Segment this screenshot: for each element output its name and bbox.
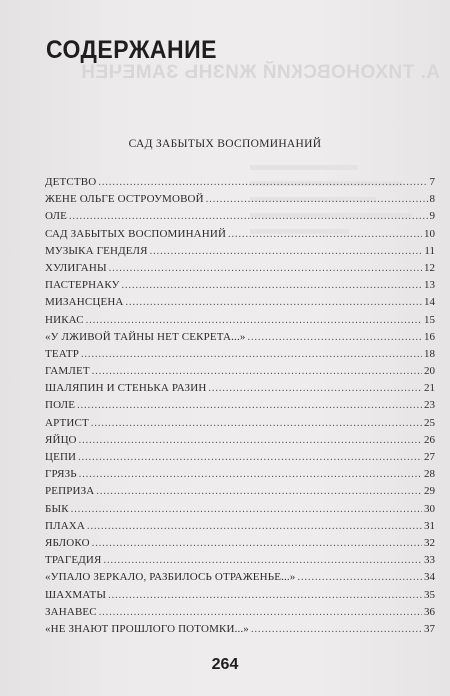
toc-entry: [45, 260, 435, 277]
toc-entry-title: «УПАЛО ЗЕРКАЛО, РАЗБИЛОСЬ ОТРАЖЕНЬЕ...»: [45, 571, 296, 584]
toc-entry-title: ЯЙЦО: [45, 433, 77, 446]
toc-entry: [45, 449, 435, 466]
toc-entry: [45, 483, 435, 500]
toc-entry: [45, 277, 435, 294]
toc-entry: [45, 587, 435, 604]
toc-entry-page: 12: [424, 261, 435, 274]
toc-entry-title: АРТИСТ: [45, 416, 89, 429]
toc-entry-title: РЕПРИЗА: [45, 485, 95, 498]
toc-entry-page: 21: [424, 382, 435, 395]
toc-entry-title: ЗАНАВЕС: [45, 605, 97, 618]
toc-entry: [45, 346, 435, 363]
toc-entry: [45, 243, 435, 260]
toc-leader-dots: [228, 226, 422, 243]
toc-entry-title: ХУЛИГАНЫ: [45, 261, 107, 274]
page-heading: СОДЕРЖАНИЕ: [46, 36, 217, 64]
toc-leader-dots: [87, 518, 422, 535]
toc-leader-dots: [109, 260, 422, 277]
toc-entry-page: 27: [424, 451, 435, 463]
toc-leader-dots: [92, 535, 422, 552]
toc-entry-page: 18: [424, 347, 435, 360]
toc-entry-page: 25: [424, 416, 435, 429]
toc-entry: [45, 226, 435, 243]
toc-entry: [45, 397, 435, 414]
toc-leader-dots: [150, 243, 423, 260]
toc-entry-page: 30: [424, 502, 435, 515]
toc-entry-title: «НЕ ЗНАЮТ ПРОШЛОГО ПОТОМКИ...»: [45, 622, 249, 635]
toc-entry: [45, 191, 435, 208]
toc-entry-page: 35: [424, 588, 435, 601]
toc-entry: [45, 208, 435, 225]
toc-entry-title: ШАХМАТЫ: [45, 588, 107, 601]
toc-entry: [45, 569, 435, 586]
toc-entry: [45, 535, 435, 552]
toc-entry-page: 32: [424, 536, 435, 549]
toc-entry-title: ДЕТСТВО: [45, 176, 97, 188]
toc-entry: [45, 432, 435, 449]
toc-leader-dots: [92, 363, 422, 380]
toc-entry-page: 15: [424, 313, 435, 326]
toc-leader-dots: [297, 569, 422, 586]
toc-leader-dots: [108, 587, 422, 604]
toc-entry-page: 20: [424, 365, 435, 378]
toc-entry-title: ТЕАТР: [45, 347, 80, 360]
toc-entry-page: 37: [424, 622, 435, 635]
toc-entry-title: ОЛЕ: [45, 210, 68, 223]
page-number: 264: [211, 656, 239, 673]
toc-entry-page: 8: [429, 193, 435, 206]
toc-entry-page: 14: [424, 296, 435, 309]
toc-leader-dots: [79, 466, 422, 483]
toc-entry: [45, 174, 435, 191]
toc-entry: [45, 552, 435, 569]
toc-leader-dots: [208, 380, 422, 397]
toc-entry: [45, 501, 435, 518]
toc-leader-dots: [81, 346, 422, 363]
toc-leader-dots: [206, 191, 428, 208]
toc-leader-dots: [103, 552, 422, 569]
toc-entry-title: ПОЛЕ: [45, 399, 76, 412]
toc-entry: [45, 294, 435, 311]
toc-entry-title: САД ЗАБЫТЫХ ВОСПОМИНАНИЙ: [45, 227, 227, 240]
toc-entry-title: ПЛАХА: [45, 519, 85, 532]
section-title: САД ЗАБЫТЫХ ВОСПОМИНАНИЙ: [128, 138, 322, 150]
toc-entry-title: НИКАС: [45, 313, 84, 326]
toc-leader-dots: [122, 277, 422, 294]
toc-entry-page: 28: [424, 468, 435, 481]
toc-entry-title: БЫК: [45, 502, 69, 515]
toc-entry: [45, 621, 435, 638]
toc-entry-title: «У ЛЖИВОЙ ТАЙНЫ НЕТ СЕКРЕТА...»: [45, 330, 246, 343]
toc-leader-dots: [98, 174, 427, 191]
toc-entry: [45, 518, 435, 535]
toc-leader-dots: [79, 432, 422, 449]
toc-entry-title: ЯБЛОКО: [45, 536, 90, 549]
toc-entry-page: 36: [424, 605, 435, 618]
toc-entry-page: 11: [424, 244, 435, 257]
toc-entry-page: 33: [424, 554, 435, 567]
toc-entry-title: ЖЕНЕ ОЛЬГЕ ОСТРОУМОВОЙ: [45, 193, 204, 206]
toc-entry-title: ШАЛЯПИН И СТЕНЬКА РАЗИН: [45, 382, 207, 395]
toc-entry-title: ТРАГЕДИЯ: [45, 554, 102, 567]
toc-entry-page: 29: [424, 485, 435, 498]
toc-entry-page: 7: [429, 176, 435, 188]
toc-leader-dots: [96, 483, 422, 500]
toc-leader-dots: [86, 312, 422, 329]
toc-entry-page: 13: [424, 279, 435, 292]
toc-entry: [45, 380, 435, 397]
toc-leader-dots: [77, 397, 422, 414]
toc-entry-title: МУЗЫКА ГЕНДЕЛЯ: [45, 244, 148, 257]
toc-entry-title: ГРЯЗЬ: [45, 468, 77, 481]
toc-entry-title: ГАМЛЕТ: [45, 365, 90, 378]
toc-leader-dots: [99, 604, 422, 621]
toc-leader-dots: [71, 501, 422, 518]
toc-entry: [45, 604, 435, 621]
toc-entry-page: 10: [424, 227, 435, 240]
toc-leader-dots: [69, 208, 427, 225]
toc-entry-page: 9: [429, 210, 435, 223]
toc-entry-title: ЦЕПИ: [45, 451, 77, 463]
toc-entry-title: ПАСТЕРНАКУ: [45, 279, 120, 292]
toc-entry-page: 34: [424, 571, 435, 584]
toc-leader-dots: [91, 415, 422, 432]
toc-leader-dots: [251, 621, 422, 638]
toc-entry-page: 31: [424, 519, 435, 532]
toc-entry: [45, 329, 435, 346]
toc-entry-page: 23: [424, 399, 435, 412]
table-of-contents: [45, 174, 435, 638]
toc-entry: [45, 312, 435, 329]
toc-entry-page: 16: [424, 330, 435, 343]
toc-leader-dots: [126, 294, 422, 311]
toc-leader-dots: [78, 449, 422, 466]
toc-entry-title: МИЗАНСЦЕНА: [45, 296, 124, 309]
toc-entry-page: 26: [424, 433, 435, 446]
bleed-through-text: А. ТИХОНОВСКИЙ ЖИЗНЬ ЗАМЕЧЕН: [80, 62, 440, 83]
toc-entry: [45, 415, 435, 432]
toc-entry: [45, 466, 435, 483]
toc-leader-dots: [248, 329, 423, 346]
bleed-through-line: [250, 165, 358, 170]
toc-entry: [45, 363, 435, 380]
